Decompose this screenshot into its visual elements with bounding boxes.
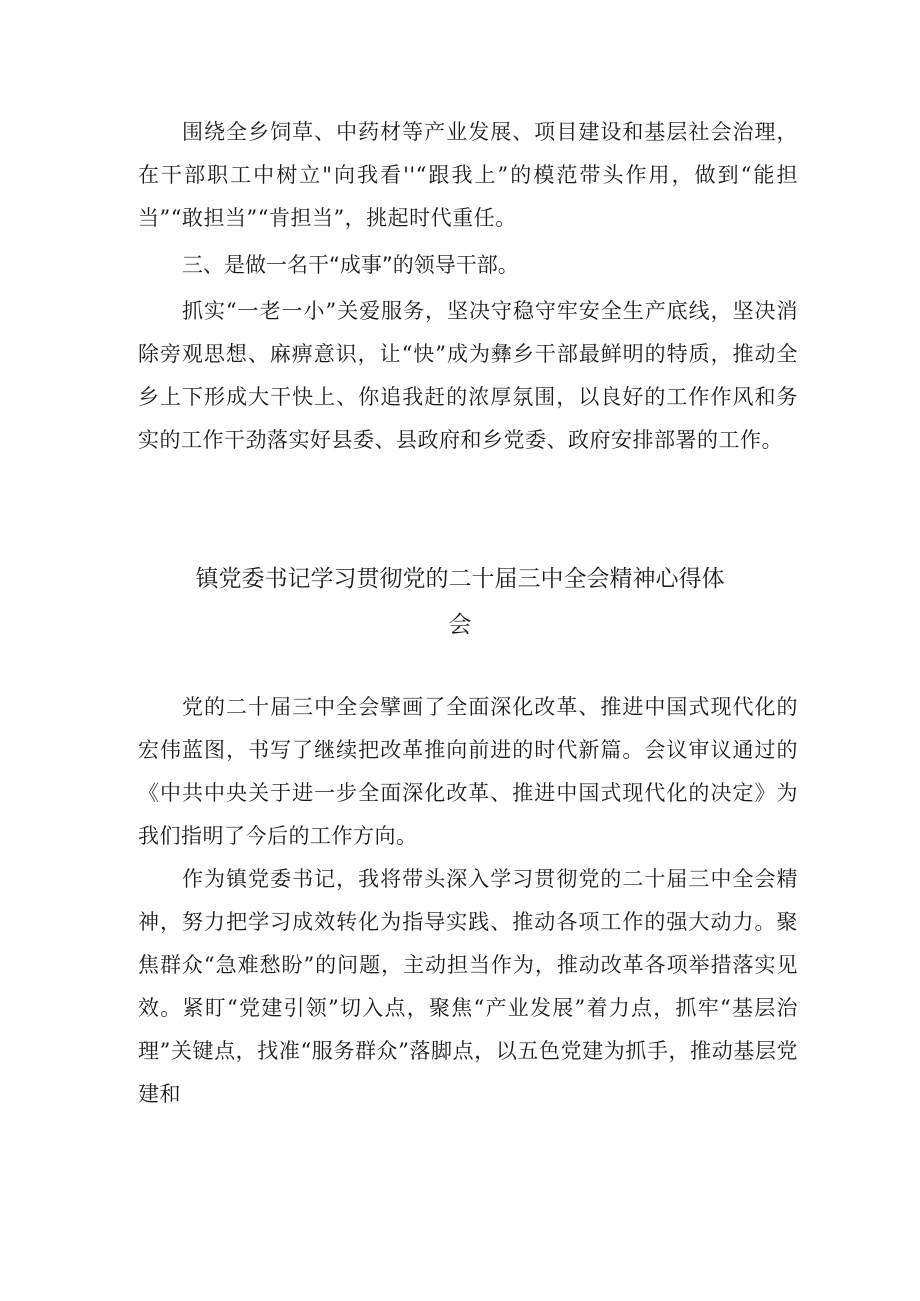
paragraph-secretary-commitment: 作为镇党委书记，我将带头深入学习贯彻党的二十届三中全会精神，努力把学习成效转化为指导实践、推动各项工作的强大动力。聚焦群众“急难愁盼”的问题，主动担当作为，推动改革各项举措落实见效。紧盯“党建引领”切入点，聚焦“产业发展”着力点，抓牢“基层治理”关键点，找准“服务群众”落脚点，以五色党建为抓手，推动基层党建和	[138, 867, 798, 1106]
paragraph-plenary-intro: 党的二十届三中全会擘画了全面深化改革、推进中国式现代化的宏伟蓝图，书写了继续把改革推向前进的时代新篇。会议审议通过的《中共中央关于进一步全面深化改革、推进中国式现代化的决定》为我们指明了今后的工作方向。	[138, 695, 798, 848]
paragraph-work-style: 抓实“一老一小”关爱服务，坚决守稳守牢安全生产底线，坚决消除旁观思想、麻痹意识，让“快”成为彝乡干部最鲜明的特质，推动全乡上下形成大干快上、你追我赶的浓厚氛围，以良好的工作作风和务实的工作干劲落实好县委、县政府和乡党委、政府安排部署的工作。	[138, 299, 798, 452]
article-title-line1: 镇党委书记学习贯彻党的二十届三中全会精神心得体	[195, 566, 725, 592]
article-title-line2: 会	[448, 612, 472, 638]
section-heading-three: 三、是做一名干“成事”的领导干部。	[182, 253, 519, 277]
paragraph-leadership-role: 围绕全乡饲草、中药材等产业发展、项目建设和基层社会治理，在干部职工中树立"向我看''“跟我上”的模范带头作用，做到“能担当”“敢担当”“肯担当”，挑起时代重任。	[138, 120, 798, 230]
article-title	[150, 556, 770, 648]
